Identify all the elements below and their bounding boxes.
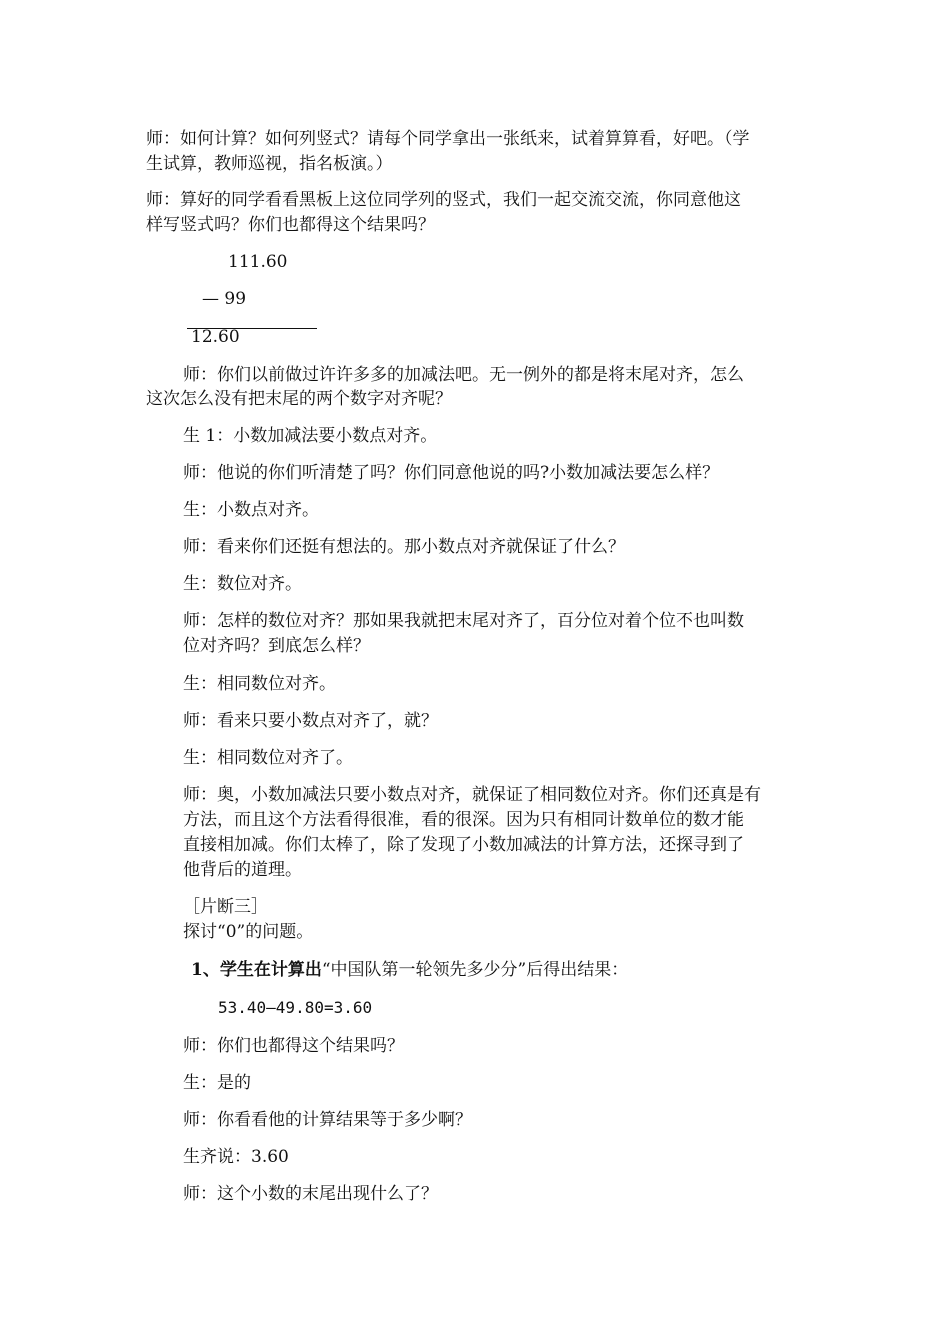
paragraph-line: 他背后的道理。 <box>183 860 302 880</box>
vertical-calc-subtrahend: — 99 <box>202 289 247 309</box>
paragraph-line: 师：如何计算？如何列竖式？请每个同学拿出一张纸来，试着算算看，好吧。（学 <box>146 129 750 149</box>
paragraph-line: 方法，而且这个方法看得很准，看的很深。因为只有相同计数单位的数才能 <box>183 810 744 830</box>
paragraph-line: 师：怎样的数位对齐？那如果我就把末尾对齐了，百分位对着个位不也叫数 <box>183 611 744 631</box>
paragraph-line: 生：数位对齐。 <box>183 574 302 594</box>
equation-line: 53.40—49.80=3.60 <box>218 998 373 1017</box>
numbered-item-rest: “中国队第一轮领先多少分”后得出结果： <box>321 960 629 980</box>
paragraph-line: 生试算，教师巡视，指名板演。） <box>146 154 393 174</box>
paragraph-line: 直接相加减。你们太棒了，除了发现了小数加减法的计算方法，还探寻到了 <box>183 835 744 855</box>
numbered-item <box>191 958 628 982</box>
vertical-calc-result: 12.60 <box>191 327 240 347</box>
numbered-item-lead: 1、学生在计算出 <box>191 960 322 980</box>
paragraph-line: 师：看来你们还挺有想法的。那小数点对齐就保证了什么？ <box>183 537 625 557</box>
paragraph-line: 师：算好的同学看看黑板上这位同学列的竖式，我们一起交流交流，你同意他这 <box>146 190 741 210</box>
paragraph-line: 生齐说：3.60 <box>183 1147 289 1167</box>
paragraph-line: 样写竖式吗？你们也都得这个结果吗？ <box>146 215 435 235</box>
section-heading: ［片断三］ <box>183 897 268 917</box>
vertical-calc-minuend: 111.60 <box>228 252 288 272</box>
paragraph-line: 生：是的 <box>183 1073 251 1093</box>
paragraph-line: 师：这个小数的末尾出现什么了？ <box>183 1184 438 1204</box>
paragraph-line: 生：相同数位对齐。 <box>183 674 336 694</box>
paragraph-line: 位对齐吗？到底怎么样？ <box>183 636 370 656</box>
paragraph-line: 这次怎么没有把末尾的两个数字对齐呢？ <box>146 389 452 409</box>
paragraph-line: 生：相同数位对齐了。 <box>183 748 353 768</box>
paragraph-line: 生 1：小数加减法要小数点对齐。 <box>183 426 438 446</box>
section-subheading: 探讨“0”的问题。 <box>183 922 314 942</box>
paragraph-line: 师：你们以前做过许许多多的加减法吧。无一例外的都是将末尾对齐，怎么 <box>183 365 744 385</box>
paragraph-line: 师：看来只要小数点对齐了，就？ <box>183 711 438 731</box>
paragraph-line: 师：他说的你们听清楚了吗？你们同意他说的吗?小数加减法要怎么样？ <box>183 463 720 483</box>
paragraph-line: 师：奥，小数加减法只要小数点对齐，就保证了相同数位对齐。你们还真是有 <box>183 785 761 805</box>
paragraph-line: 师：你们也都得这个结果吗？ <box>183 1036 404 1056</box>
paragraph-line: 生：小数点对齐。 <box>183 500 319 520</box>
paragraph-line: 师：你看看他的计算结果等于多少啊？ <box>183 1110 472 1130</box>
